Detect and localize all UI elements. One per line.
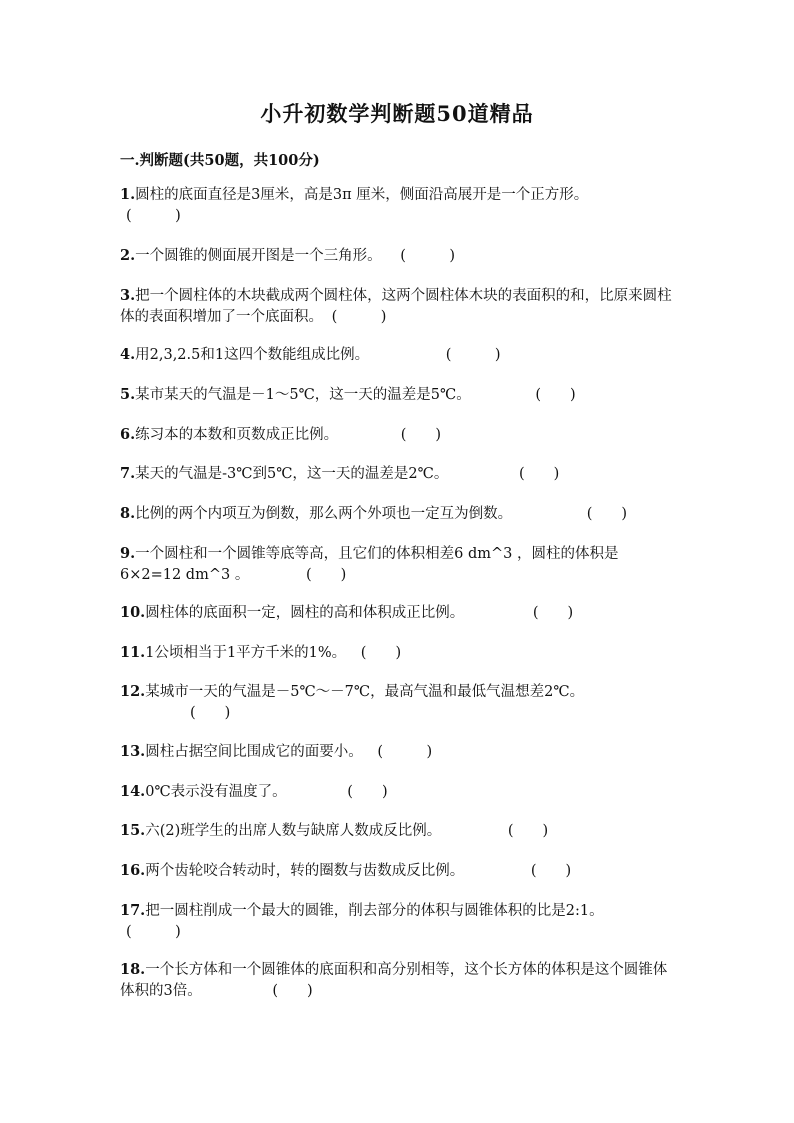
question-number: 18. [120, 961, 146, 978]
question-11 [120, 642, 680, 664]
answer-bracket[interactable]: ( ) [126, 924, 181, 940]
answer-bracket[interactable]: ( ) [445, 347, 501, 363]
section-heading: 一.判断题(共50题，共100分) [120, 152, 320, 169]
question-text: 把一圆柱削成一个最大的圆锥，削去部分的体积与圆锥体积的比是2:1。 [145, 903, 604, 919]
question-text: 一个圆锥的侧面展开图是一个三角形。 [135, 248, 382, 264]
question-text: 0℃表示没有温度了。 [145, 784, 287, 800]
question-3 [120, 285, 675, 328]
answer-bracket[interactable]: ( ) [535, 387, 576, 403]
question-text: 一个长方体和一个圆锥体的底面积和高分别相等，这个长方体的体积是这个圆锥体体积的3倍。 [120, 962, 668, 999]
question-text: 用2,3,2.5和1这四个数能组成比例。 [135, 347, 370, 363]
question-text: 某城市一天的气温是－5℃～－7℃，最高气温和最低气温想差2℃。 [145, 684, 585, 700]
question-text: 某天的气温是-3℃到5℃，这一天的温差是2℃。 [135, 466, 449, 482]
question-15 [120, 820, 680, 842]
answer-bracket[interactable]: ( ) [586, 506, 628, 522]
answer-bracket[interactable]: ( ) [347, 784, 388, 800]
question-number: 1. [120, 186, 136, 203]
answer-bracket[interactable]: ( ) [377, 744, 433, 760]
question-9 [120, 543, 675, 586]
answer-bracket[interactable]: ( ) [400, 427, 442, 443]
question-17 [120, 900, 680, 943]
question-number: 4. [120, 346, 136, 363]
question-14 [120, 781, 680, 803]
question-5 [120, 384, 680, 406]
question-number: 7. [120, 465, 136, 482]
question-number: 16. [120, 862, 146, 879]
question-number: 17. [120, 902, 146, 919]
question-number: 14. [120, 783, 146, 800]
question-text: 一个圆柱和一个圆锥等底等高，且它们的体积相差6 dm^3 ，圆柱的体积是6×2=12 dm^3 。 [120, 546, 619, 583]
question-number: 3. [120, 287, 136, 304]
question-text: 某市某天的气温是－1～5℃，这一天的温差是5℃。 [135, 387, 471, 403]
question-number: 9. [120, 545, 136, 562]
question-number: 8. [120, 505, 136, 522]
question-13 [120, 741, 680, 763]
question-number: 15. [120, 822, 146, 839]
question-number: 2. [120, 247, 136, 264]
answer-bracket[interactable]: ( ) [532, 605, 574, 621]
question-4 [120, 344, 680, 366]
question-1 [120, 184, 680, 227]
question-2 [120, 245, 680, 267]
answer-bracket[interactable]: ( ) [126, 208, 181, 224]
question-text: 圆柱的底面直径是3厘米，高是3π 厘米，侧面沿高展开是一个正方形。 [135, 187, 589, 203]
question-number: 5. [120, 386, 136, 403]
question-text: 圆柱占据空间比围成它的面要小。 [145, 744, 363, 760]
question-number: 6. [120, 426, 136, 443]
question-18 [120, 959, 675, 1002]
question-text: 六(2)班学生的出席人数与缺席人数成反比例。 [145, 823, 442, 839]
answer-bracket[interactable]: ( ) [305, 567, 347, 583]
question-10 [120, 602, 680, 624]
page-title: 小升初数学判断题50道精品 [260, 101, 534, 126]
answer-bracket[interactable]: ( ) [519, 466, 560, 482]
question-6 [120, 424, 680, 446]
question-text: 把一个圆柱体的木块截成两个圆柱体，这两个圆柱体木块的表面积的和，比原来圆柱体的表面积增加了一个底面积。 [120, 288, 672, 325]
question-number: 11. [120, 644, 146, 661]
answer-bracket[interactable]: ( ) [507, 823, 549, 839]
question-text: 两个齿轮咬合转动时，转的圈数与齿数成反比例。 [145, 863, 465, 879]
answer-bracket[interactable]: ( ) [530, 863, 572, 879]
answer-bracket[interactable]: ( ) [272, 983, 313, 999]
question-16 [120, 860, 680, 882]
question-text: 1公顷相当于1平方千米的1%。 [145, 645, 347, 661]
answer-bracket[interactable]: ( ) [360, 645, 402, 661]
question-text: 练习本的本数和页数成正比例。 [135, 427, 339, 443]
question-7 [120, 463, 680, 485]
answer-bracket[interactable]: ( ) [400, 248, 456, 264]
question-8 [120, 503, 680, 525]
question-number: 10. [120, 604, 146, 621]
answer-bracket[interactable]: ( ) [190, 705, 231, 721]
question-text: 圆柱体的底面积一定，圆柱的高和体积成正比例。 [145, 605, 465, 621]
question-number: 13. [120, 743, 146, 760]
question-number: 12. [120, 683, 146, 700]
question-text: 比例的两个内项互为倒数，那么两个外项也一定互为倒数。 [135, 506, 513, 522]
answer-bracket[interactable]: ( ) [331, 309, 387, 325]
question-12 [120, 681, 680, 724]
